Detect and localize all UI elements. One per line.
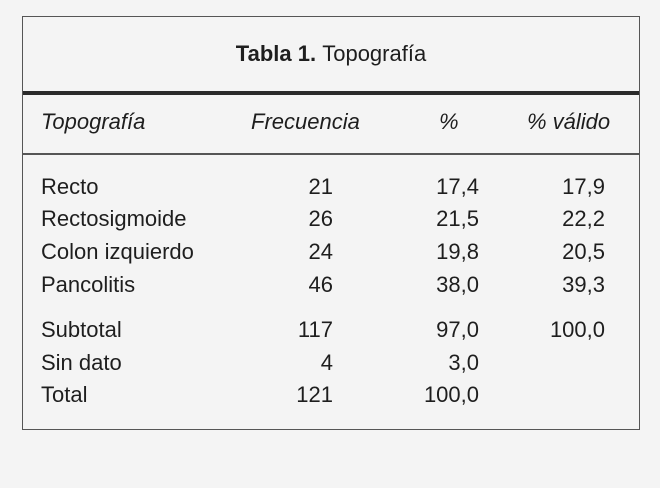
row-recto-pct: 17,4 — [436, 174, 479, 199]
row-recto-valid: 17,9 — [562, 174, 605, 199]
row-sin-dato-pct: 3,0 — [448, 350, 479, 375]
row-colon-izquierdo-pct: 19,8 — [436, 239, 479, 264]
row-subtotal-freq: 117 — [297, 317, 333, 342]
header-divider — [23, 153, 639, 155]
row-subtotal-label: Subtotal — [41, 317, 122, 342]
row-sin-dato-freq: 4 — [320, 350, 333, 375]
row-rectosigmoide-freq: 26 — [308, 206, 333, 231]
table-title-text: Topografía — [322, 41, 427, 66]
row-sin-dato-label: Sin dato — [41, 350, 122, 375]
header-topografia: Topografía — [41, 109, 146, 134]
table-title-label: Tabla 1. — [235, 41, 317, 66]
row-recto-label: Recto — [41, 174, 99, 199]
row-total-freq: 121 — [296, 382, 333, 407]
header-frecuencia: Frecuencia — [251, 109, 360, 134]
row-colon-izquierdo-freq: 24 — [308, 239, 333, 264]
row-subtotal-valid: 100,0 — [549, 317, 605, 342]
header-percent: % — [439, 109, 459, 134]
row-pancolitis-valid: 39,3 — [562, 272, 605, 297]
table-title — [23, 17, 639, 91]
row-rectosigmoide-pct: 21,5 — [436, 206, 479, 231]
row-total-pct: 100,0 — [423, 382, 479, 407]
row-pancolitis-freq: 46 — [308, 272, 333, 297]
title-divider — [23, 91, 639, 95]
row-rectosigmoide-label: Rectosigmoide — [41, 206, 187, 231]
row-total-label: Total — [41, 382, 88, 407]
row-pancolitis-label: Pancolitis — [41, 272, 136, 297]
row-pancolitis-pct: 38,0 — [436, 272, 479, 297]
table-frame — [22, 16, 640, 430]
row-recto-freq: 21 — [308, 174, 333, 199]
row-rectosigmoide-valid: 22,2 — [562, 206, 605, 231]
row-colon-izquierdo-valid: 20,5 — [562, 239, 605, 264]
header-percent-valid: % válido — [527, 109, 611, 134]
row-colon-izquierdo-label: Colon izquierdo — [41, 239, 194, 264]
row-subtotal-pct: 97,0 — [436, 317, 479, 342]
